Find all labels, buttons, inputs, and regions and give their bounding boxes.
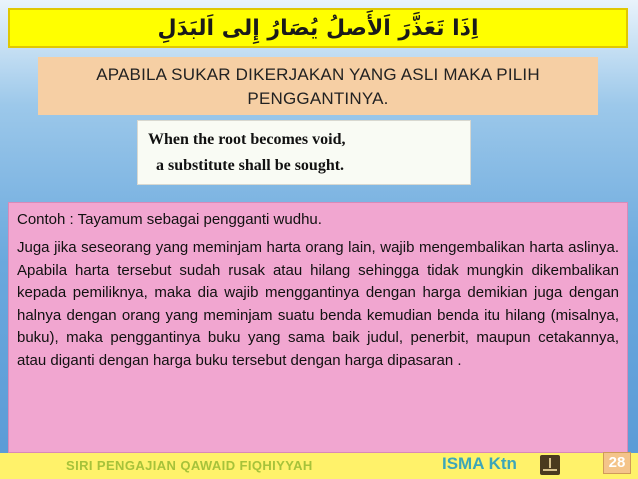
english-quote-image <box>137 120 471 185</box>
isma-logo-icon <box>540 455 560 475</box>
arabic-title-banner <box>8 8 628 48</box>
arabic-title: اِذَا تَعَذَّرَ اَلأَصلُ يُصَارُ إِلى اَلبَدَلِ <box>157 15 479 41</box>
footer-series-title: SIRI PENGAJIAN QAWAID FIQHIYYAH <box>66 458 313 473</box>
quote-line-2: a substitute shall be sought. <box>156 157 345 174</box>
subtitle-line-1: APABILA SUKAR DIKERJAKAN YANG ASLI MAKA PILIH <box>96 65 540 84</box>
page-number: 28 <box>603 452 631 474</box>
subtitle-banner <box>38 57 598 115</box>
explanation-box <box>8 202 628 453</box>
quote-line-1: When the root becomes void, <box>148 131 346 148</box>
explanation-body: Juga jika seseorang yang meminjam harta orang lain, wajib mengembalikan harta aslinya. Apabila harta tersebut sudah rusak atau hilang sehingga tidak mungkin dikembalikan kepada pemiliknya, maka dia wajib menggantinya dengan harga demikian juga dengan halnya dengan orang yang meminjam suatu benda kemudian benda itu hilang (misalnya, buku), maka penggantinya buku yang sama baik judul, penerbit, maupun cetakannya, atau diganti dengan harga buku tersebut dengan harga dipasaran . <box>17 239 619 369</box>
example-text: Contoh : Tayamum sebagai pengganti wudhu. <box>17 211 322 228</box>
subtitle-line-2: PENGGANTINYA. <box>247 89 389 108</box>
footer-brand: ISMA Ktn <box>442 454 517 473</box>
